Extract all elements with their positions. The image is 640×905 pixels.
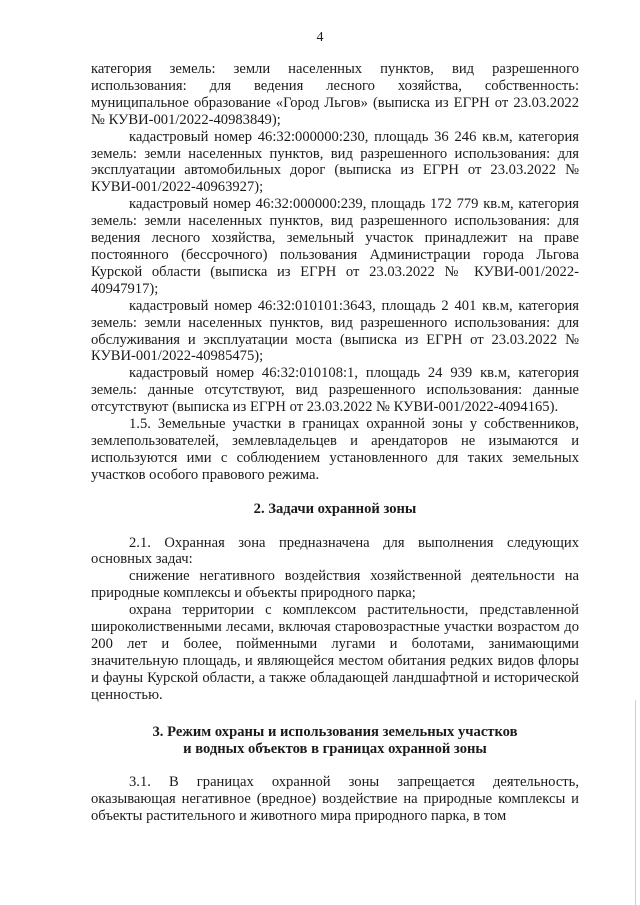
paragraph-cadastral-230: кадастровый номер 46:32:000000:230, площадь 36 246 кв.м, категория земель: земли населенных пунктов, вид разрешенного использования: для эксплуатации автомобильных дорог (выписка из ЕГРН от 23.03.2022 № КУВИ-001/2022-40963927); [91, 128, 579, 196]
section-3-heading-line-2: и водных объектов в границах охранной зоны [183, 740, 487, 757]
paragraph-cadastral-239: кадастровый номер 46:32:000000:239, площадь 172 779 кв.м, категория земель: земли населенных пунктов, вид разрешенного использования: для ведения лесного хозяйства, земельный участок принадлежит на праве постоянного (бессрочного) пользования Администрации города Льгова Курской области (выписка из ЕГРН от 23.03.2022 № КУВИ-001/2022-40947917); [91, 196, 579, 297]
paragraph-cadastral-010108-1: кадастровый номер 46:32:010108:1, площадь 24 939 кв.м, категория земель: данные отсутствуют, вид разрешенного использования: данные отсутствуют (выписка из ЕГРН от 23.03.2022 № КУВИ-001/2022-4094165). [91, 365, 579, 416]
paragraph-task-reduce-impact: снижение негативного воздействия хозяйственной деятельности на природные комплексы и объекты природного парка; [91, 568, 579, 602]
paragraph-task-protection: охрана территории с комплексом растительности, представленной широколиственными лесами, включая старовозрастные участки возрастом до 200 лет и более, пойменными лугами и болотами, занимающими значительную площадь, и являющейся местом обитания редких видов флоры и фауны Курской области, а также обладающей ландшафтной и исторической ценностью. [91, 602, 579, 703]
section-3-heading-line-1: 3. Режим охраны и использования земельных участков [152, 723, 518, 740]
paragraph-land-category-forestry: категория земель: земли населенных пунктов, вид разрешенного использования: для ведения лесного хозяйства, собственность: муниципальное образование «Город Льгов» (выписка из ЕГРН от 23.03.2022 № КУВИ-001/2022-40983849); [91, 61, 579, 128]
page-number: 4 [316, 30, 324, 45]
paragraph-cadastral-3643: кадастровый номер 46:32:010101:3643, площадь 2 401 кв.м, категория земель: земли населенных пунктов, вид разрешенного использования: для обслуживания и эксплуатации моста (выписка из ЕГРН от 23.03.2022 № КУВИ-001/2022-40985475); [91, 297, 579, 365]
scan-edge-line [635, 700, 636, 905]
document-body [91, 61, 579, 825]
paragraph-2-1: 2.1. Охранная зона предназначена для выполнения следующих основных задач: [91, 534, 579, 568]
paragraph-3-1: 3.1. В границах охранной зоны запрещается деятельность, оказывающая негативное (вредное) воздействие на природные комплексы и объекты растительного и животного мира природного парка, в том [91, 774, 579, 825]
paragraph-1-5: 1.5. Земельные участки в границах охранной зоны у собственников, землепользователей, землевладельцев и арендаторов не изымаются и используются ими с соблюдением установленного для таких земельных участков особого правового режима. [91, 416, 579, 483]
section-2-heading: 2. Задачи охранной зоны [253, 500, 417, 517]
